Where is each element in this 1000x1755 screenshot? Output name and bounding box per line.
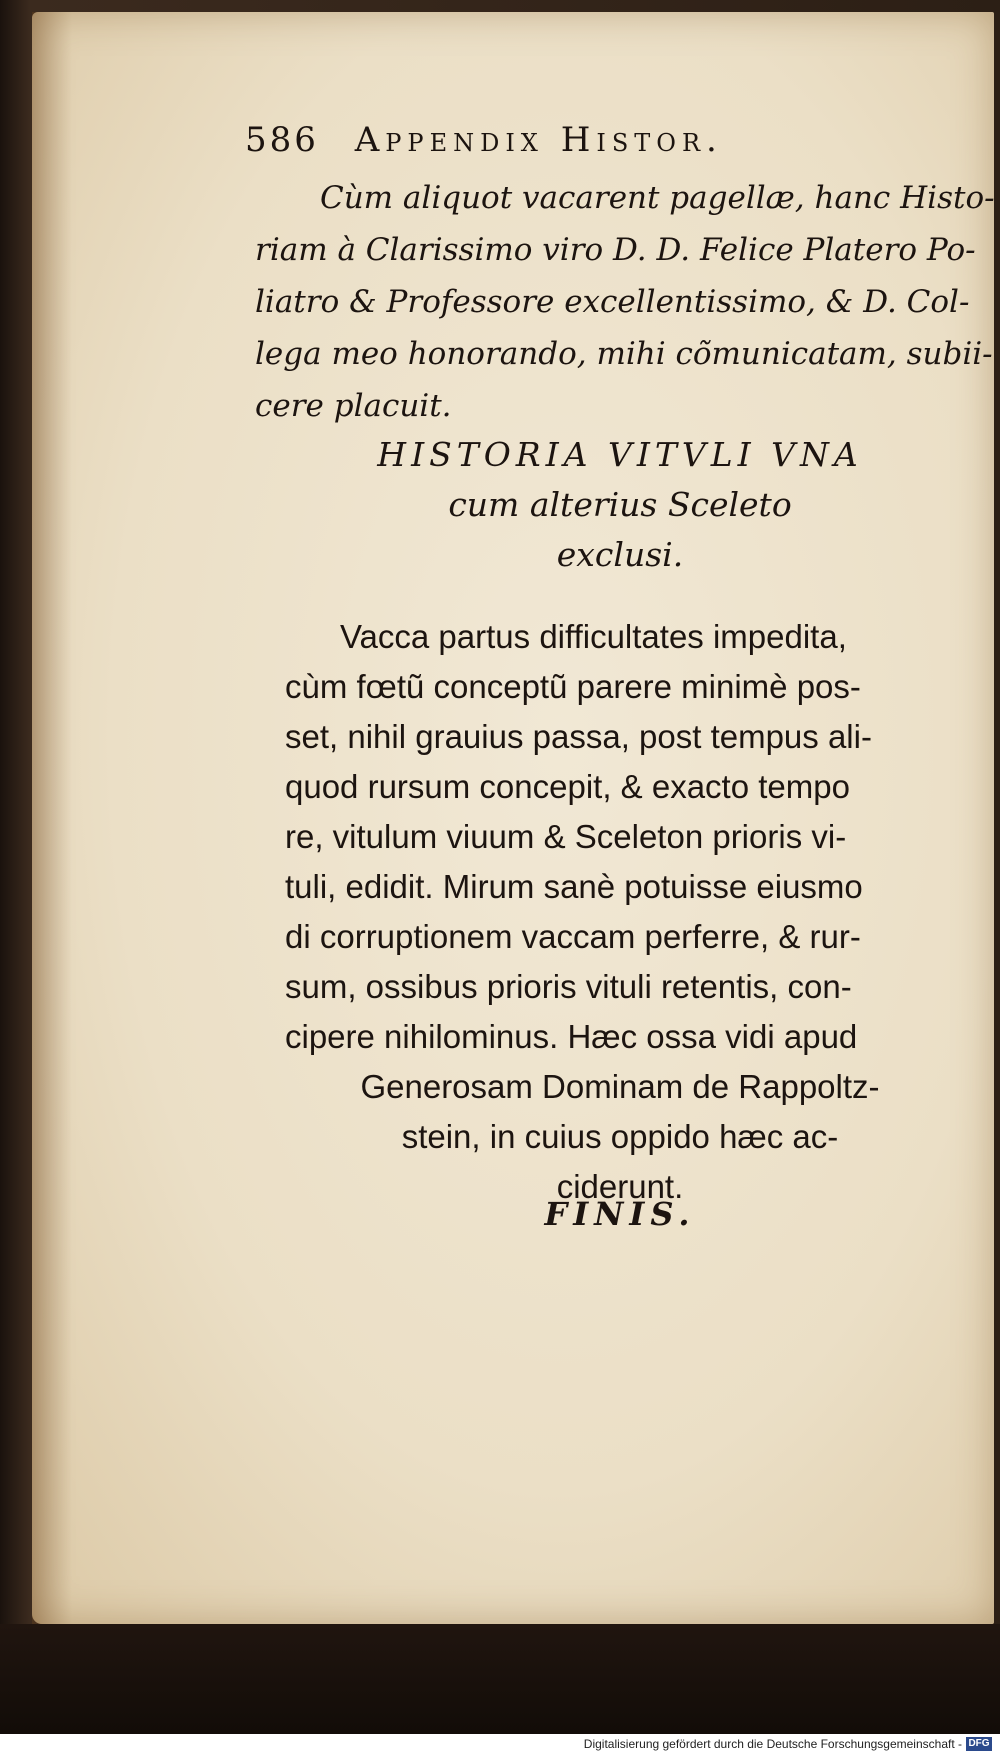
body-line: tuli, edidit. Mirum sanè potuisse eiusmo	[285, 868, 863, 905]
body-line: quod rursum concepit, & exacto tempo	[285, 768, 850, 805]
body-line: Generosam Dominam de Rappoltz-	[360, 1068, 880, 1105]
body-line: ciderunt.	[556, 1168, 684, 1205]
intro-line: cere placuit.	[255, 388, 452, 424]
heading-line: HISTORIA VITVLI VNA	[377, 435, 863, 474]
heading-line: exclusi.	[556, 535, 684, 574]
body-line: Vacca partus difficultates impedita,	[340, 618, 847, 655]
body-line: cipere nihilominus. Hæc ossa vidi apud	[285, 1018, 858, 1055]
body-line: di corruptionem vaccam perferre, & rur-	[285, 918, 861, 955]
body-line: re, vitulum viuum & Sceleton prioris vi-	[285, 818, 847, 855]
running-head-title: Appendix Histor.	[354, 120, 723, 160]
intro-paragraph	[255, 172, 995, 432]
running-head	[245, 120, 723, 160]
section-heading	[280, 430, 960, 580]
body-line: sum, ossibus prioris vituli retentis, con-	[285, 968, 852, 1005]
intro-line: liatro & Professore excellentissimo, & D. Col-	[255, 284, 970, 320]
page-number: 586	[245, 120, 319, 160]
funding-credit: Digitalisierung gefördert durch die Deutsche Forschungsgemeinschaft -	[583, 1737, 962, 1751]
body-line: cùm fœtũ conceptũ parere minimè pos-	[285, 668, 861, 705]
dfg-logo-icon: DFG	[966, 1737, 992, 1751]
page-gutter-shadow	[32, 12, 72, 1624]
intro-line: lega meo honorando, mihi cõmunicatam, subii-	[255, 336, 993, 372]
intro-line: Cùm aliquot vacarent pagellæ, hanc Histo-	[320, 180, 995, 216]
body-line: set, nihil grauius passa, post tempus ali-	[285, 718, 872, 755]
finis-mark: FINIS.	[544, 1195, 696, 1233]
heading-line: cum alterius Sceleto	[448, 485, 792, 524]
body-paragraph	[285, 612, 955, 1212]
scan-bottom-margin	[0, 1624, 1000, 1734]
intro-line: riam à Clarissimo viro D. D. Felice Platero Po-	[255, 232, 976, 268]
body-line: stein, in cuius oppido hæc ac-	[401, 1118, 839, 1155]
